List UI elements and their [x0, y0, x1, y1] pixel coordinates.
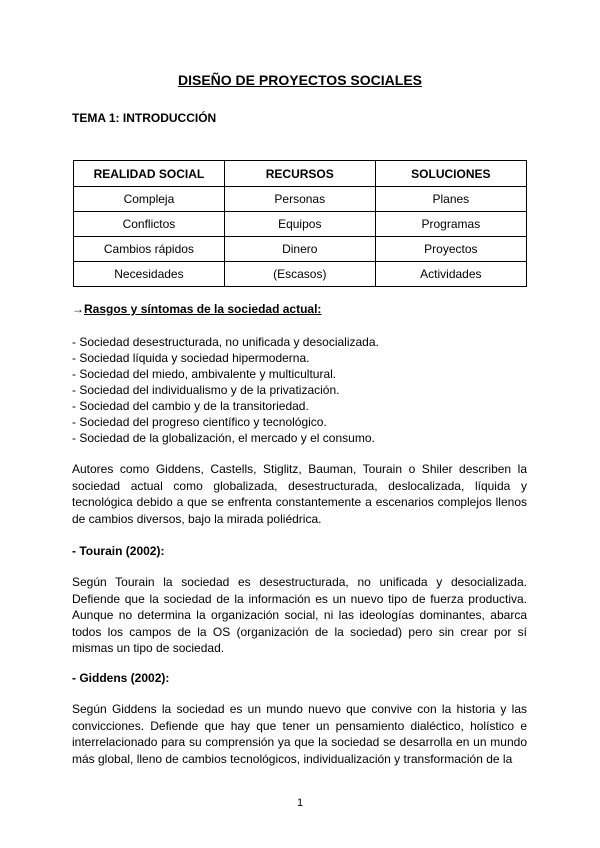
paragraph-tourain: Según Tourain la sociedad es desestructurada, no unificada y desocializada. Defiende que la sociedad de la información es un nuevo tipo de fuerza productiva. Aunque no determina la organización social, ni las ideologías dominantes, abarca todos los campos de la OS (organización de la sociedad) pero sin crear por sí mismas un tipo de sociedad.: [72, 575, 527, 655]
table-cell: Equipos: [224, 212, 375, 237]
list-item: - Sociedad del individualismo y de la privatización.: [72, 383, 340, 397]
table-row: [74, 212, 527, 237]
arrow-right-icon: →: [72, 302, 84, 316]
table-cell: Programas: [375, 212, 526, 237]
list-item: - Sociedad desestructurada, no unificada y desocializada.: [72, 335, 379, 349]
rasgos-list: [72, 334, 379, 446]
page-number: 1: [296, 797, 304, 809]
list-item: - Sociedad del cambio y de la transitoriedad.: [72, 399, 309, 413]
table-cell: Dinero: [224, 237, 375, 262]
table-cell: Personas: [224, 187, 375, 212]
list-item: - Sociedad de la globalización, el mercado y el consumo.: [72, 431, 375, 445]
table-row: [74, 262, 527, 287]
rasgos-heading-text: Rasgos y síntomas de la sociedad actual:: [84, 302, 322, 316]
document-title: DISEÑO DE PROYECTOS SOCIALES: [177, 72, 422, 88]
table-cell: Necesidades: [74, 262, 225, 287]
table-cell: (Escasos): [224, 262, 375, 287]
list-item: - Sociedad líquida y sociedad hipermoderna.: [72, 351, 310, 365]
summary-table: [73, 160, 527, 287]
table-row: [74, 187, 527, 212]
tourain-heading: - Tourain (2002):: [72, 544, 165, 558]
table-cell: Cambios rápidos: [74, 237, 225, 262]
table-header-cell: REALIDAD SOCIAL: [74, 161, 225, 187]
table-cell: Conflictos: [74, 212, 225, 237]
table-header-cell: SOLUCIONES: [375, 161, 526, 187]
paragraph-giddens: Según Giddens la sociedad es un mundo nuevo que convive con la historia y las convicciones. Defiende que hay que tener un pensamiento dialéctico, holístico e interrelacionado para su comprensión ya que la sociedad se desarrolla en un mundo más global, lleno de cambios tecnológicos, individualización y transformación de la: [72, 702, 527, 766]
table-cell: Proyectos: [375, 237, 526, 262]
table-cell: Actividades: [375, 262, 526, 287]
paragraph-autores: Autores como Giddens, Castells, Stiglitz, Bauman, Tourain o Shiler describen la sociedad actual como globalizada, desestructurada, deslocalizada, líquida y tecnológica debido a que se enfrenta constantemente a escenarios complejos llenos de cambios diversos, bajo la mirada poliédrica.: [72, 462, 527, 526]
rasgos-heading: [72, 302, 321, 316]
giddens-heading: - Giddens (2002):: [72, 671, 170, 685]
table-cell: Planes: [375, 187, 526, 212]
table-row: [74, 237, 527, 262]
table-header-cell: RECURSOS: [224, 161, 375, 187]
tema-heading: TEMA 1: INTRODUCCIÓN: [72, 111, 217, 125]
table-header-row: [74, 161, 527, 187]
list-item: - Sociedad del miedo, ambivalente y multicultural.: [72, 367, 337, 381]
table-cell: Compleja: [74, 187, 225, 212]
list-item: - Sociedad del progreso científico y tecnológico.: [72, 415, 327, 429]
